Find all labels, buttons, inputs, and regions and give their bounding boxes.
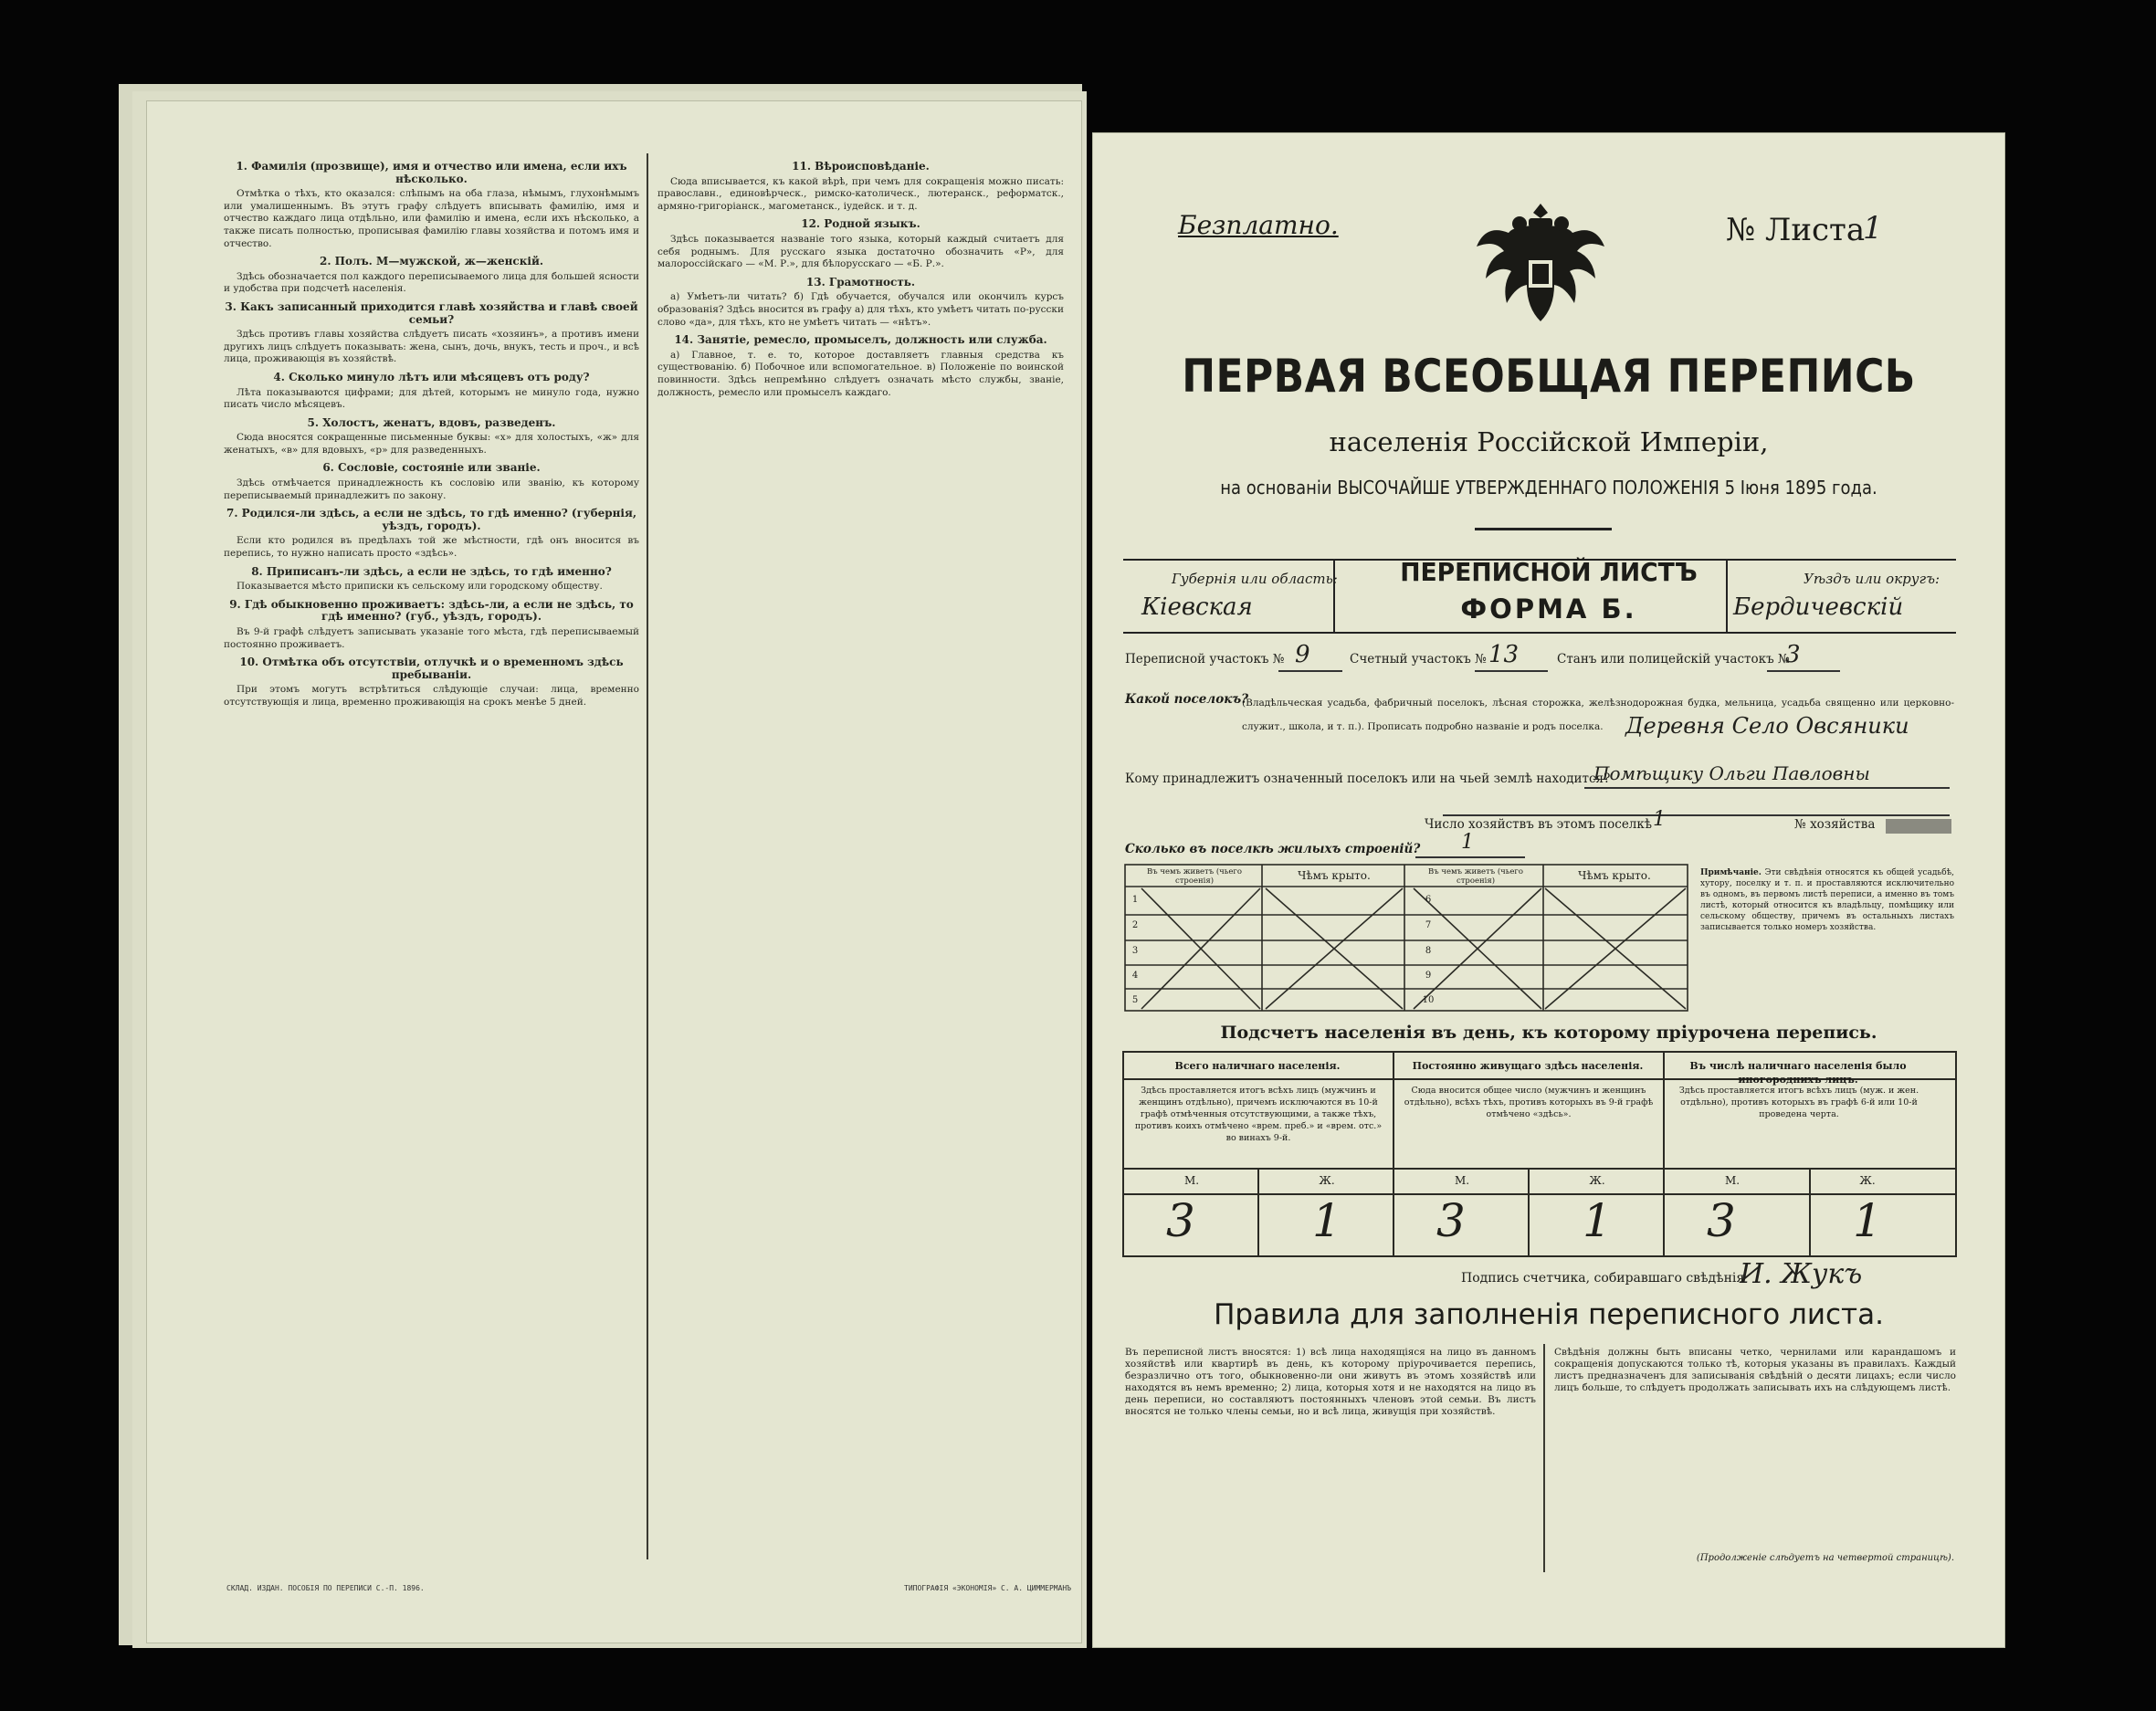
rules-divider	[1543, 1344, 1545, 1572]
grid-row-number: 6	[1425, 895, 1432, 905]
count-column-header: Постоянно живущаго здѣсь населенія.	[1412, 1060, 1644, 1072]
owner-underline	[1584, 787, 1950, 789]
count-district-label: Счетный участокъ №	[1350, 652, 1487, 667]
male-count-value: 3	[1166, 1194, 1195, 1247]
uezd-value: Бердичевскій	[1733, 593, 1904, 621]
grid-row-number: 3	[1131, 946, 1139, 956]
form-name: ФОРМА Б.	[1460, 593, 1637, 625]
grid-row-number: 10	[1422, 995, 1435, 1005]
section-text: Сюда вписывается, къ какой вѣрѣ, при чемъ для сокращенія можно писать: православн., единовѣрческ., римско-католическ., лютеранск., реформатск., армяно-григоріанск., магометанск., іудейск. и т. д.	[657, 175, 1064, 212]
uezd-label: Уѣздъ или округъ:	[1804, 571, 1940, 587]
section-text: а) Главное, т. е. то, которое доставляетъ главныя средства къ существованію. б) Побочное или вспомогательное. в) Положеніе по воинской повинности. Здѣсь непремѣнно слѣдуетъ означать мѣсто службы, званіе, должность, ремесло или промыселъ каждаго.	[657, 349, 1064, 398]
gubernia-label: Губернія или область:	[1172, 571, 1338, 587]
census-title: ПЕРВАЯ ВСЕОБЩАЯ ПЕРЕПИСЬ	[1182, 350, 1916, 403]
buildings-label: Сколько въ поселкѣ жилыхъ строеній?	[1125, 842, 1421, 856]
sheet-number-value: 1	[1863, 210, 1883, 247]
female-label: Ж.	[1319, 1174, 1335, 1187]
section-text: Показывается мѣсто приписки къ сельскому или городскому обществу.	[237, 581, 603, 593]
title-divider	[1475, 528, 1612, 530]
buildings-underline	[1415, 856, 1525, 858]
left-column-instructions	[224, 155, 639, 1566]
female-count-value: 1	[1583, 1194, 1612, 1247]
rules-title: Правила для заполненія переписного листа.	[1214, 1298, 1884, 1331]
section-text: а) Умѣетъ-ли читать? б) Гдѣ обучается, обучался или окончилъ курсъ образованія? Здѣсь вносится въ графу а) для тѣхъ, кто умѣетъ читать по-русски слово «да», для тѣхъ, кто не умѣетъ читать — «нѣтъ».	[657, 291, 1064, 328]
section-heading: 2. Полъ. М—мужской, ж—женскій.	[319, 255, 544, 268]
section-heading: 9. Гдѣ обыкновенно проживаетъ: здѣсь-ли, а если не здѣсь, то гдѣ именно? (губ., уѣздъ, городъ).	[229, 597, 634, 624]
police-district-value: 3	[1785, 641, 1801, 668]
section-text: Сюда вносятся сокращенные письменные буквы: «х» для холостыхъ, «ж» для женатыхъ, «в» для вдовыхъ, «р» для разведенныхъ.	[224, 432, 639, 456]
section-heading: 14. Занятіе, ремесло, промыселъ, должность или служба.	[674, 333, 1047, 347]
households-value: 1	[1653, 808, 1666, 831]
free-label: Безплатно.	[1178, 210, 1339, 240]
signature-label: Подпись счетчика, собиравшаго свѣдѣнія	[1461, 1271, 1745, 1286]
section-text: Въ 9-й графѣ слѣдуетъ записывать указаніе того мѣста, гдѣ переписываемый постоянно проживаетъ.	[224, 626, 639, 650]
count-column-description: Здѣсь проставляется итогъ всѣхъ лицъ (муж. и жен. отдѣльно), противъ которыхъ въ графѣ 6-й или 10-й проведена черта.	[1678, 1086, 1919, 1119]
count-column-header: Всего наличнаго населенія.	[1174, 1060, 1341, 1072]
grid-row-number: 1	[1131, 895, 1139, 905]
police-district-underline	[1767, 670, 1840, 672]
section-heading: 13. Грамотность.	[805, 275, 916, 289]
female-label: Ж.	[1859, 1174, 1876, 1187]
precinct-underline	[1278, 670, 1342, 672]
buildings-note-text: Эти свѣдѣнія относятся къ общей усадьбѣ, хутору, поселку и т. п. и проставляются исключительно въ одномъ, въ первомъ листѣ переписи, а именно въ томъ листѣ, который относится къ владѣльцу, помѣщику или сельскому обществу, причемъ въ остальныхъ листахъ записывается только номеръ хозяйства.	[1700, 868, 1954, 932]
households-label: Число хозяйствъ въ этомъ поселкѣ	[1425, 817, 1652, 832]
population-count-title: Подсчетъ населенія въ день, къ которому пріурочена перепись.	[1220, 1023, 1877, 1043]
grid-header-dwelling: Въ чемъ живетъ (чьего строенія)	[1146, 867, 1242, 886]
male-label: М.	[1183, 1174, 1200, 1187]
buildings-note-title: Примѣчаніе.	[1700, 868, 1762, 877]
section-heading: 7. Родился-ли здѣсь, а если не здѣсь, то гдѣ именно? (губернія, уѣздъ, городъ).	[226, 507, 637, 532]
count-column-description: Сюда вносится общее число (мужчинъ и женщинъ отдѣльно), всѣхъ тѣхъ, противъ которыхъ въ 9-й графѣ отмѣчено «здѣсь».	[1404, 1086, 1654, 1119]
section-text: Здѣсь противъ главы хозяйства слѣдуетъ писать «хозяинъ», а противъ имени другихъ лицъ слѣдуетъ показывать: жена, сынъ, дочь, внукъ, тесть и проч., и всѣ лица, проживающія въ хозяйствѣ.	[224, 329, 639, 365]
rules-right-column: Свѣдѣнія должны быть вписаны четко, чернилами или карандашомъ и сокращенія допускаются только тѣ, которыя указаны въ правилахъ. Каждый листъ предназначенъ для записыванія свѣдѣній о десяти лицахъ; если число лицъ больше, то слѣдуетъ продолжать записывать ихъ на слѣдующемъ листѣ.	[1554, 1347, 1956, 1393]
census-subtitle: населенія Россійской Имперіи,	[1329, 426, 1769, 457]
double-headed-eagle-emblem	[1472, 196, 1609, 342]
police-district-label: Станъ или полицейскій участокъ №	[1557, 652, 1790, 667]
column-divider	[647, 153, 648, 1559]
section-heading: 6. Сословіе, состояніе или званіе.	[322, 461, 541, 475]
grid-row-number: 7	[1425, 920, 1432, 930]
right-column-instructions	[657, 155, 1064, 1566]
grid-header-roof: Чѣмъ крыто.	[1298, 869, 1371, 882]
female-count-value: 1	[1853, 1194, 1882, 1247]
count-column-description: Здѣсь проставляется итогъ всѣхъ лицъ (мужчинъ и женщинъ отдѣльно), причемъ исключаются въ 10-й графѣ отмѣченныя отсутствующими, а также тѣхъ, противъ коихъ отмѣчено «врем. преб.» и «врем. отс.» во винахъ 9-й.	[1134, 1086, 1383, 1143]
section-text: Здѣсь отмѣчается принадлежность къ сословію или званію, къ которому переписываемый принадлежитъ по закону.	[224, 478, 639, 501]
buildings-note	[1700, 867, 1954, 1018]
household-number-label: № хозяйства	[1794, 817, 1876, 832]
right-footer-imprint: ТИПОГРАФІЯ «ЭКОНОМІЯ» С. А. ЦИММЕРМАНЪ	[904, 1584, 1072, 1592]
grid-row-number: 2	[1131, 920, 1139, 930]
grid-row-number: 8	[1425, 946, 1432, 956]
female-count-value: 1	[1312, 1194, 1341, 1247]
buildings-value: 1	[1461, 831, 1474, 854]
continued-note: (Продолженіе слѣдуетъ на четвертой страницѣ).	[1696, 1553, 1954, 1563]
grid-row-number: 4	[1131, 971, 1139, 981]
section-heading: 5. Холостъ, женатъ, вдовъ, разведенъ.	[307, 415, 556, 429]
grid-header-dwelling-2: Въ чемъ живетъ (чьего строенія)	[1427, 867, 1523, 886]
section-heading: 4. Сколько минуло лѣтъ или мѣсяцевъ отъ роду?	[273, 370, 590, 383]
section-heading: 1. Фамилія (прозвище), имя и отчество или имена, если ихъ нѣсколько.	[236, 160, 627, 185]
male-count-value: 3	[1707, 1194, 1736, 1247]
male-label: М.	[1454, 1174, 1470, 1187]
owner-underline-2	[1443, 814, 1950, 816]
precinct-label: Переписной участокъ №	[1125, 652, 1285, 667]
section-text: Лѣта показываются цифрами; для дѣтей, которымъ не минуло года, нужно писать число мѣсяцевъ.	[224, 386, 639, 411]
section-heading: 8. Приписанъ-ли здѣсь, а если не здѣсь, то гдѣ именно?	[251, 564, 612, 578]
male-label: М.	[1724, 1174, 1741, 1187]
sheet-number-label: № Листа	[1726, 212, 1866, 248]
male-count-value: 3	[1436, 1194, 1466, 1247]
grid-row-number: 5	[1131, 995, 1139, 1005]
settlement-label: Какой поселокъ?	[1125, 692, 1249, 707]
section-heading: 3. Какъ записанный приходится главѣ хозяйства и главѣ своей семьи?	[225, 299, 638, 326]
gubernia-value: Кіевская	[1141, 593, 1253, 621]
count-district-value: 13	[1488, 641, 1520, 668]
female-label: Ж.	[1589, 1174, 1605, 1187]
count-district-underline	[1475, 670, 1548, 672]
household-number-redacted	[1886, 819, 1951, 834]
section-text: Здѣсь обозначается пол каждого переписываемого лица для большей ясности и удобства при подсчетѣ населенія.	[224, 270, 639, 295]
grid-row-number: 9	[1425, 971, 1432, 981]
section-heading: 10. Отмѣтка объ отсутствіи, отлучкѣ и о временномъ здѣсь пребываніи.	[239, 656, 624, 681]
signature-value: И. Жукъ	[1740, 1258, 1863, 1290]
left-footer-imprint: СКЛАД. ИЗДАН. ПОСОБІЯ ПО ПЕРЕПИСИ С.-П. 1896.	[226, 1584, 425, 1592]
settlement-value: Деревня Село Овсяники	[1625, 713, 1909, 739]
grid-header-roof-2: Чѣмъ крыто.	[1578, 869, 1651, 882]
settlement-note: (Владѣльческая усадьба, фабричный поселокъ, лѣсная сторожка, желѣзнодорожная будка, мельница, усадьба священно или церковно-служит., школа, и т. п.). Прописать подробно названіе и родъ поселка.	[1242, 698, 1954, 732]
rules-left-column: Въ переписной листъ вносятся: 1) всѣ лица находящіяся на лицо въ данномъ хозяйствѣ или квартирѣ въ день, къ которому пріурочивается перепись, безразлично отъ того, обыкновенно-ли они живутъ въ этомъ хозяйствѣ или находятся въ немъ временно; 2) лица, которыя хотя и не находятся на лицо въ день переписи, но составляютъ постоянныхъ членовъ этой семьи. Въ листъ вносятся не только члены семьи, но и всѣ лица, живущія при хозяйствѣ.	[1125, 1347, 1536, 1417]
owner-value: Помѣщику Ольги Павловны	[1593, 762, 1870, 784]
count-column-header: Въ числѣ наличнаго населенія было иногороднихъ лицъ.	[1689, 1060, 1907, 1086]
section-heading: 11. Вѣроисповѣданіе.	[792, 160, 930, 173]
census-decree-line: на основаніи ВЫСОЧАЙШЕ УТВЕРЖДЕННАГО ПОЛОЖЕНІЯ 5 Іюня 1895 года.	[1220, 477, 1877, 499]
section-text: При этомъ могутъ встрѣтиться слѣдующіе случаи: лица, временно отсутствующія и лица, временно проживающія на срокъ менѣе 5 дней.	[224, 684, 639, 708]
section-text: Здѣсь показывается названіе того языка, который каждый считаетъ для себя роднымъ. Для русскаго языка достаточно обозначить «Р», для малороссійскаго — «М. Р.», для бѣлорусскаго — «Б. Р.».	[657, 233, 1064, 270]
section-heading: 12. Родной языкъ.	[801, 217, 920, 231]
section-text: Если кто родился въ предѣлахъ той же мѣстности, гдѣ онъ вносится въ перепись, то нужно написать просто «здѣсь».	[224, 535, 639, 560]
precinct-value: 9	[1295, 641, 1310, 668]
owner-label: Кому принадлежитъ означенный поселокъ или на чьей землѣ находится?	[1125, 772, 1611, 786]
form-title: ПЕРЕПИСНОЙ ЛИСТЪ	[1400, 557, 1698, 587]
section-text: Отмѣтка о тѣхъ, кто оказался: слѣпымъ на оба глаза, нѣмымъ, глухонѣмымъ или умалишеннымъ. Въ этутъ графу слѣдуетъ вписывать фамилію, имя и отчество каждаго лица отдѣльно, или фамилію и имена, если ихъ нѣсколько, а также писать полностью, прописывая фамилію главы хозяйства и потомъ имя и отчество.	[224, 188, 639, 249]
